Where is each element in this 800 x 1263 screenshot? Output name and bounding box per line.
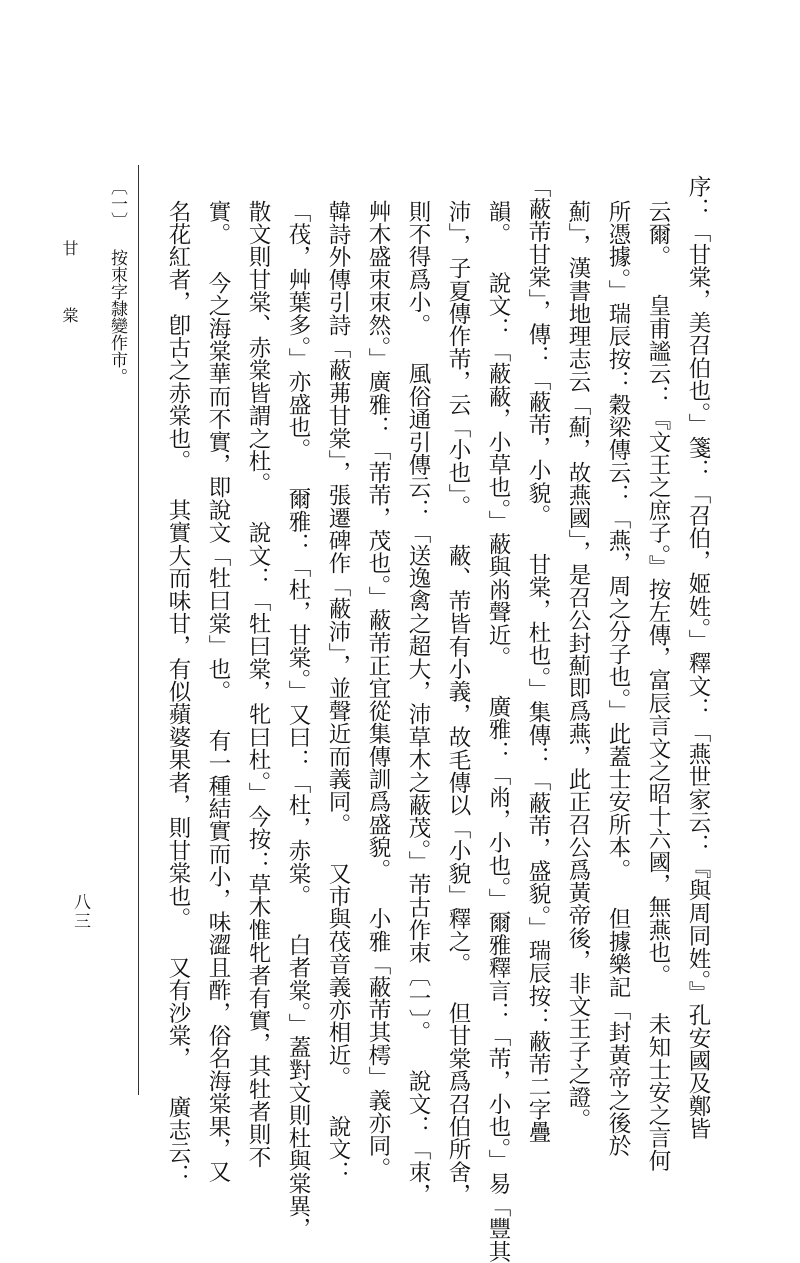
text-column-2: 云爾。 皇甫謐云：『文王之庶子。』按左傳，富辰言文之昭十六國，無燕也。 未知士安之言何 — [645, 200, 671, 1172]
text-column-1: 序：「甘棠，美召伯也。」箋：「召伯，姬姓。」釋文：「燕世家云：『與周同姓。』孔安國及鄭皆 — [685, 175, 711, 1141]
text-column-10: 韓詩外傳引詩「蔽茀甘棠」，張遷碑作「蔽沛」，並聲近而義同。 又市與茷音義亦相近。 說文： — [325, 200, 351, 1184]
text-column-13: 實。 今之海棠華而不實，即說文「牡曰棠」也。 有一種結實而小，味澀且酢，俗名海棠果，又 — [205, 200, 231, 1184]
text-column-11: 「茷，艸葉多。」亦盛也。 爾雅：「杜，甘棠。」又曰：「杜，赤棠。 白者棠。」蓋對文則杜與棠異， — [285, 200, 311, 1241]
text-column-3: 所憑據。」瑞辰按：穀梁傳云：「燕，周之分子也。」此蓋士安所本。 但據樂記「封黃帝之後於 — [605, 200, 631, 1158]
text-column-6: 韻。 說文：「蔽蔽，小草也。」蔽與㡀聲近。 廣雅：「㡀，小也。」爾雅釋言：「芾，小也。」易「豐其 — [485, 200, 511, 1263]
running-header: 甘 棠 — [60, 240, 79, 339]
text-column-8: 則不得爲小。 風俗通引傳云：「送逸禽之超大，沛草木之蔽茂。」芾古作朿〔一〕。 說文：「朿， — [405, 200, 431, 1206]
column-divider — [138, 165, 139, 1095]
footnote: 〔一〕 按朿字隸變作市。 — [107, 178, 127, 385]
text-column-9: 艸木盛朿朿然。」廣雅：「芾芾，茂也。」蔽芾正宜從集傳訓爲盛貌。 小雅「蔽芾其樗」義亦同。 — [365, 200, 391, 1180]
text-column-14: 名花紅者，卽古之赤棠也。 其實大而味甘，有似蘋婆果者，則甘棠也。 又有沙棠， 廣志云： — [165, 200, 191, 1187]
page-number: 八三 — [70, 893, 90, 931]
text-column-4: 薊」，漢書地理志云「薊，故燕國」，是召公封薊即爲燕，此正召公爲黃帝後，非文王子之證。 — [565, 200, 591, 1131]
text-column-7: 沛」，子夏傳作芾，云「小也」。 蔽、芾皆有小義，故毛傳以「小貌」釋之。 但甘棠爲召伯所舍， — [445, 200, 471, 1206]
text-column-5: 「蔽芾甘棠」，傳：「蔽芾，小貌。 甘棠，杜也。」集傳：「蔽芾，盛貌。」瑞辰按：蔽芾二字疊 — [525, 175, 551, 1144]
text-column-12: 散文則甘棠、赤棠皆謂之杜。 說文：「牡曰棠，牝曰杜。」今按：草木惟牝者有實，其牡者則不 — [245, 200, 271, 1169]
